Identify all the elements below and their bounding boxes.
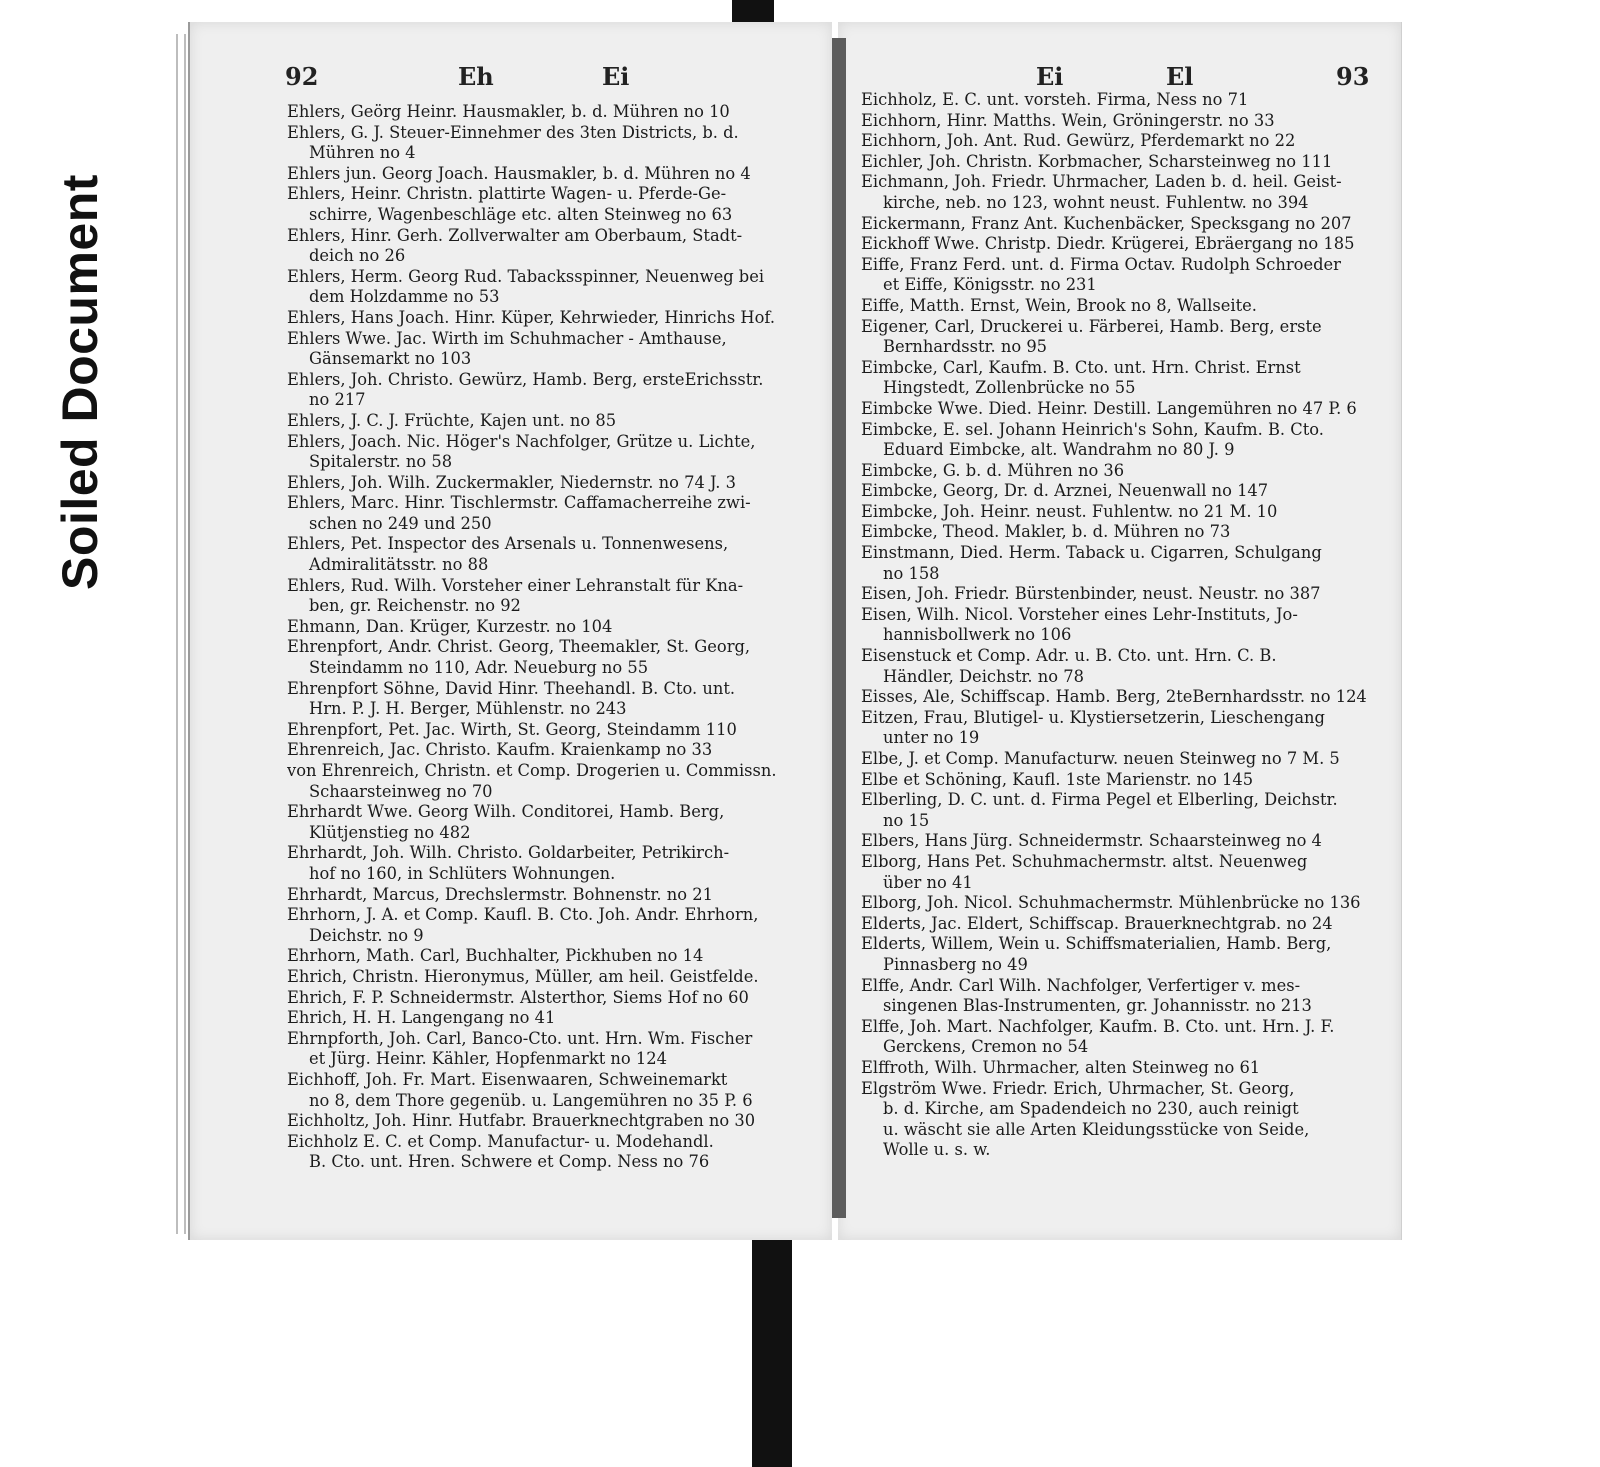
directory-entry [287, 1070, 807, 1111]
right-running-head-from: Ei [1036, 62, 1064, 91]
entry-line: Eichler, Joh. Christn. Korbmacher, Scharsteinweg no 111 [861, 151, 1333, 171]
right-page-number: 93 [1336, 62, 1370, 91]
directory-entry [287, 967, 807, 988]
entry-line: ben, gr. Reichenstr. no 92 [309, 596, 521, 616]
entry-line: Eimbcke, Joh. Heinr. neust. Fuhlentw. no 21 M. 10 [861, 501, 1278, 521]
entry-line: Ehrich, Christn. Hieronymus, Müller, am heil. Geistfelde. [287, 966, 759, 986]
entry-line: Admiralitätsstr. no 88 [309, 555, 489, 575]
left-running-head-from: Eh [458, 62, 494, 91]
entry-line: Ehlers, G. J. Steuer-Einnehmer des 3ten Districts, b. d. [287, 122, 739, 142]
entry-line: Eiffe, Matth. Ernst, Wein, Brook no 8, Wallseite. [861, 295, 1257, 315]
entry-line: Pinnasberg no 49 [883, 954, 1028, 974]
directory-entry [287, 617, 807, 638]
entry-line: u. wäscht sie alle Arten Kleidungsstücke von Seide, [883, 1119, 1310, 1139]
entry-line: Ehrhardt, Marcus, Drechslermstr. Bohnenstr. no 21 [287, 884, 713, 904]
entry-line: Eigener, Carl, Druckerei u. Färberei, Hamb. Berg, erste [861, 316, 1322, 336]
directory-entry [287, 102, 807, 123]
entry-line: no 15 [883, 810, 930, 830]
entry-line: hannisbollwerk no 106 [883, 625, 1072, 645]
directory-entry [287, 329, 807, 370]
entry-line: Eisen, Joh. Friedr. Bürstenbinder, neust. Neustr. no 387 [861, 584, 1321, 604]
directory-entry [861, 852, 1379, 893]
directory-entry [861, 358, 1379, 399]
directory-entry [287, 740, 807, 761]
entry-line: Einstmann, Died. Herm. Taback u. Cigarren, Schulgang [861, 543, 1322, 563]
right-directory-entries [861, 90, 1379, 1161]
entry-line: Eisen, Wilh. Nicol. Vorsteher eines Lehr-Instituts, Jo- [861, 604, 1298, 624]
directory-entry [861, 481, 1379, 502]
entry-line: Eichmann, Joh. Friedr. Uhrmacher, Laden b. d. heil. Geist- [861, 172, 1342, 192]
directory-entry [861, 152, 1379, 173]
entry-line: Ehrenpfort Söhne, David Hinr. Theehandl. B. Cto. unt. [287, 678, 736, 698]
entry-line: Elffe, Andr. Carl Wilh. Nachfolger, Verfertiger v. mes- [861, 975, 1301, 995]
entry-line: Mühren no 4 [309, 143, 416, 163]
directory-entry [287, 905, 807, 946]
entry-line: Eichhorn, Joh. Ant. Rud. Gewürz, Pferdemarkt no 22 [861, 131, 1296, 151]
entry-line: Ehlers, Heinr. Christn. plattirte Wagen- u. Pferde-Ge- [287, 184, 727, 204]
entry-line: no 158 [883, 563, 940, 583]
directory-entry [861, 790, 1379, 831]
entry-line: Ehlers, Rud. Wilh. Vorsteher einer Lehranstalt für Kna- [287, 575, 744, 595]
directory-entry [861, 502, 1379, 523]
entry-line: Eichholtz, Joh. Hinr. Hutfabr. Brauerknechtgraben no 30 [287, 1111, 756, 1131]
entry-line: Ehlers, Joh. Christo. Gewürz, Hamb. Berg, ersteErichsstr. [287, 369, 764, 389]
entry-line: Wolle u. s. w. [883, 1140, 991, 1160]
entry-line: B. Cto. unt. Hren. Schwere et Comp. Ness no 76 [309, 1152, 710, 1172]
directory-entry [287, 720, 807, 741]
directory-entry [287, 184, 807, 225]
entry-line: Ehrich, H. H. Langengang no 41 [287, 1008, 556, 1028]
directory-entry [287, 988, 807, 1009]
entry-line: Deichstr. no 9 [309, 925, 424, 945]
directory-entry [861, 770, 1379, 791]
entry-line: Eickhoff Wwe. Christp. Diedr. Krügerei, Ebräergang no 185 [861, 234, 1355, 254]
entry-line: Ehlers, Geörg Heinr. Hausmakler, b. d. Mühren no 10 [287, 102, 730, 121]
entry-line: Elborg, Hans Pet. Schuhmachermstr. altst. Neuenweg [861, 851, 1308, 871]
entry-line: von Ehrenreich, Christn. et Comp. Drogerien u. Commissn. [287, 761, 777, 780]
entry-line: hof no 160, in Schlüters Wohnungen. [309, 863, 616, 883]
entry-line: Steindamm no 110, Adr. Neueburg no 55 [309, 658, 649, 678]
directory-entry [287, 1008, 807, 1029]
soiled-document-stamp [52, 129, 108, 635]
directory-entry [287, 534, 807, 575]
directory-entry [861, 420, 1379, 461]
directory-entry [287, 123, 807, 164]
entry-line: Eimbcke, Theod. Makler, b. d. Mühren no 73 [861, 522, 1231, 542]
directory-entry [287, 493, 807, 534]
entry-line: Ehlers jun. Georg Joach. Hausmakler, b. d. Mühren no 4 [287, 163, 751, 183]
entry-line: deich no 26 [309, 246, 406, 266]
entry-line: Elbe et Schöning, Kaufl. 1ste Marienstr. no 145 [861, 769, 1254, 789]
entry-line: Ehmann, Dan. Krüger, Kurzestr. no 104 [287, 616, 613, 636]
entry-line: kirche, neb. no 123, wohnt neust. Fuhlentw. no 394 [883, 192, 1309, 212]
directory-entry [861, 90, 1379, 111]
directory-entry [287, 1111, 807, 1132]
directory-entry [861, 914, 1379, 935]
entry-line: Ehrhorn, Math. Carl, Buchhalter, Pickhuben no 14 [287, 946, 704, 966]
entry-line: Ehrhardt Wwe. Georg Wilh. Conditorei, Hamb. Berg, [287, 802, 725, 822]
directory-entry [287, 885, 807, 906]
entry-line: Ehrenreich, Jac. Christo. Kaufm. Kraienkamp no 33 [287, 740, 713, 760]
entry-line: schen no 249 und 250 [309, 513, 492, 533]
entry-line: Elbers, Hans Jürg. Schneidermstr. Schaarsteinweg no 4 [861, 831, 1322, 851]
entry-line: Ehrich, F. P. Schneidermstr. Alsterthor, Siems Hof no 60 [287, 987, 749, 1007]
directory-entry [861, 934, 1379, 975]
entry-line: Eitzen, Frau, Blutigel- u. Klystiersetzerin, Lieschengang [861, 707, 1325, 727]
directory-entry [861, 831, 1379, 852]
entry-line: no 217 [309, 390, 366, 410]
directory-entry [861, 1079, 1379, 1161]
directory-entry [287, 267, 807, 308]
entry-line: Elborg, Joh. Nicol. Schuhmachermstr. Mühlenbrücke no 136 [861, 893, 1361, 913]
directory-entry [287, 576, 807, 617]
entry-line: Klütjenstieg no 482 [309, 822, 471, 842]
directory-entry [287, 432, 807, 473]
directory-entry [287, 226, 807, 267]
directory-entry [287, 843, 807, 884]
entry-line: singenen Blas-Instrumenten, gr. Johannisstr. no 213 [883, 996, 1312, 1016]
entry-line: Elffe, Joh. Mart. Nachfolger, Kaufm. B. Cto. unt. Hrn. J. F. [861, 1016, 1335, 1036]
directory-entry [861, 461, 1379, 482]
entry-line: Eisenstuck et Comp. Adr. u. B. Cto. unt. Hrn. C. B. [861, 646, 1277, 666]
entry-line: Ehlers, Herm. Georg Rud. Tabacksspinner, Neuenweg bei [287, 266, 765, 286]
entry-line: dem Holzdamme no 53 [309, 287, 500, 307]
directory-entry [287, 637, 807, 678]
directory-entry [861, 1058, 1379, 1079]
directory-entry [861, 234, 1379, 255]
entry-line: b. d. Kirche, am Spadendeich no 230, auch reinigt [883, 1099, 1299, 1119]
entry-line: Ehrenpfort, Andr. Christ. Georg, Theemakler, St. Georg, [287, 637, 751, 657]
directory-entry [861, 605, 1379, 646]
entry-line: Schaarsteinweg no 70 [309, 781, 493, 801]
entry-line: Ehlers, J. C. J. Früchte, Kajen unt. no 85 [287, 410, 617, 430]
binding-tape-bottom [752, 1232, 792, 1467]
directory-entry [287, 802, 807, 843]
entry-line: Elderts, Jac. Eldert, Schiffscap. Brauerknechtgrab. no 24 [861, 913, 1333, 933]
entry-line: Ehrnpforth, Joh. Carl, Banco-Cto. unt. Hrn. Wm. Fischer [287, 1028, 753, 1048]
directory-entry [861, 255, 1379, 296]
directory-entry [861, 1017, 1379, 1058]
entry-line: Eisses, Ale, Schiffscap. Hamb. Berg, 2teBernhardsstr. no 124 [861, 687, 1367, 707]
entry-line: Eickermann, Franz Ant. Kuchenbäcker, Specksgang no 207 [861, 213, 1352, 233]
entry-line: Eiffe, Franz Ferd. unt. d. Firma Octav. Rudolph Schroeder [861, 254, 1341, 274]
entry-line: Gerckens, Cremon no 54 [883, 1037, 1089, 1057]
directory-entry [861, 646, 1379, 687]
entry-line: Gänsemarkt no 103 [309, 349, 472, 369]
stamp-label: Soiled Document [52, 174, 108, 590]
left-directory-entries [287, 102, 807, 1173]
entry-line: Ehlers, Joach. Nic. Höger's Nachfolger, Grütze u. Lichte, [287, 431, 756, 451]
entry-line: Eichholz, E. C. unt. vorsteh. Firma, Ness no 71 [861, 90, 1249, 109]
entry-line: Eimbcke, E. sel. Johann Heinrich's Sohn, Kaufm. B. Cto. [861, 419, 1324, 439]
entry-line: Ehlers, Joh. Wilh. Zuckermakler, Niedernstr. no 74 J. 3 [287, 472, 736, 492]
entry-line: Eimbcke, Carl, Kaufm. B. Cto. unt. Hrn. Christ. Ernst [861, 357, 1301, 377]
right-running-head-to: El [1166, 62, 1194, 91]
entry-line: et Eiffe, Königsstr. no 231 [883, 275, 1097, 295]
entry-line: Elberling, D. C. unt. d. Firma Pegel et Elberling, Deichstr. [861, 790, 1338, 810]
entry-line: Bernhardsstr. no 95 [883, 337, 1048, 357]
entry-line: no 8, dem Thore gegenüb. u. Langemühren no 35 P. 6 [309, 1090, 753, 1110]
directory-entry [861, 749, 1379, 770]
entry-line: Hingstedt, Zollenbrücke no 55 [883, 378, 1136, 398]
directory-entry [287, 679, 807, 720]
entry-line: schirre, Wagenbeschläge etc. alten Steinweg no 63 [309, 204, 733, 224]
entry-line: Ehrhorn, J. A. et Comp. Kaufl. B. Cto. Joh. Andr. Ehrhorn, [287, 905, 759, 925]
directory-entry [861, 522, 1379, 543]
entry-line: Eimbcke Wwe. Died. Heinr. Destill. Langemühren no 47 P. 6 [861, 398, 1357, 418]
entry-line: Eduard Eimbcke, alt. Wandrahm no 80 J. 9 [883, 440, 1235, 460]
entry-line: Händler, Deichstr. no 78 [883, 666, 1084, 686]
entry-line: Ehlers, Pet. Inspector des Arsenals u. Tonnenwesens, [287, 534, 729, 554]
entry-line: Elderts, Willem, Wein u. Schiffsmaterialien, Hamb. Berg, [861, 934, 1332, 954]
directory-entry [861, 111, 1379, 132]
directory-entry [861, 543, 1379, 584]
entry-line: Elgström Wwe. Friedr. Erich, Uhrmacher, St. Georg, [861, 1078, 1295, 1098]
directory-entry [861, 708, 1379, 749]
directory-entry [287, 308, 807, 329]
entry-line: Spitalerstr. no 58 [309, 452, 453, 472]
directory-entry [287, 164, 807, 185]
directory-entry [861, 317, 1379, 358]
directory-entry [287, 473, 807, 494]
directory-entry [861, 296, 1379, 317]
directory-entry [287, 1132, 807, 1173]
directory-entry [861, 976, 1379, 1017]
entry-line: Ehrenpfort, Pet. Jac. Wirth, St. Georg, Steindamm 110 [287, 719, 737, 739]
entry-line: Eimbcke, Georg, Dr. d. Arznei, Neuenwall no 147 [861, 481, 1269, 501]
directory-entry [861, 687, 1379, 708]
directory-entry [861, 131, 1379, 152]
entry-line: Hrn. P. J. H. Berger, Mühlenstr. no 243 [309, 699, 627, 719]
entry-line: Elffroth, Wilh. Uhrmacher, alten Steinweg no 61 [861, 1057, 1261, 1077]
directory-entry [287, 370, 807, 411]
entry-line: Ehrhardt, Joh. Wilh. Christo. Goldarbeiter, Petrikirch- [287, 843, 730, 863]
left-running-head-to: Ei [602, 62, 630, 91]
book-gutter [832, 38, 846, 1218]
directory-entry [861, 399, 1379, 420]
entry-line: Eichhorn, Hinr. Matths. Wein, Gröningerstr. no 33 [861, 110, 1275, 130]
entry-line: Ehlers, Hans Joach. Hinr. Küper, Kehrwieder, Hinrichs Hof. [287, 307, 775, 327]
entry-line: Ehlers, Hinr. Gerh. Zollverwalter am Oberbaum, Stadt- [287, 225, 743, 245]
directory-entry [861, 214, 1379, 235]
entry-line: Eimbcke, G. b. d. Mühren no 36 [861, 460, 1125, 480]
directory-entry [287, 411, 807, 432]
directory-entry [861, 584, 1379, 605]
entry-line: Elbe, J. et Comp. Manufacturw. neuen Steinweg no 7 M. 5 [861, 749, 1340, 768]
entry-line: Eichholz E. C. et Comp. Manufactur- u. Modehandl. [287, 1131, 714, 1151]
entry-line: über no 41 [883, 872, 973, 892]
entry-line: Eichhoff, Joh. Fr. Mart. Eisenwaaren, Schweinemarkt [287, 1069, 728, 1089]
left-page-number: 92 [285, 62, 319, 91]
directory-entry [861, 893, 1379, 914]
entry-line: Ehlers Wwe. Jac. Wirth im Schuhmacher - Amthause, [287, 328, 727, 348]
directory-entry [287, 946, 807, 967]
entry-line: Ehlers, Marc. Hinr. Tischlermstr. Caffamacherreihe zwi- [287, 493, 751, 513]
directory-entry [861, 172, 1379, 213]
directory-entry [287, 1029, 807, 1070]
entry-line: unter no 19 [883, 728, 980, 748]
entry-line: et Jürg. Heinr. Kähler, Hopfenmarkt no 124 [309, 1049, 667, 1069]
directory-entry [287, 761, 807, 802]
